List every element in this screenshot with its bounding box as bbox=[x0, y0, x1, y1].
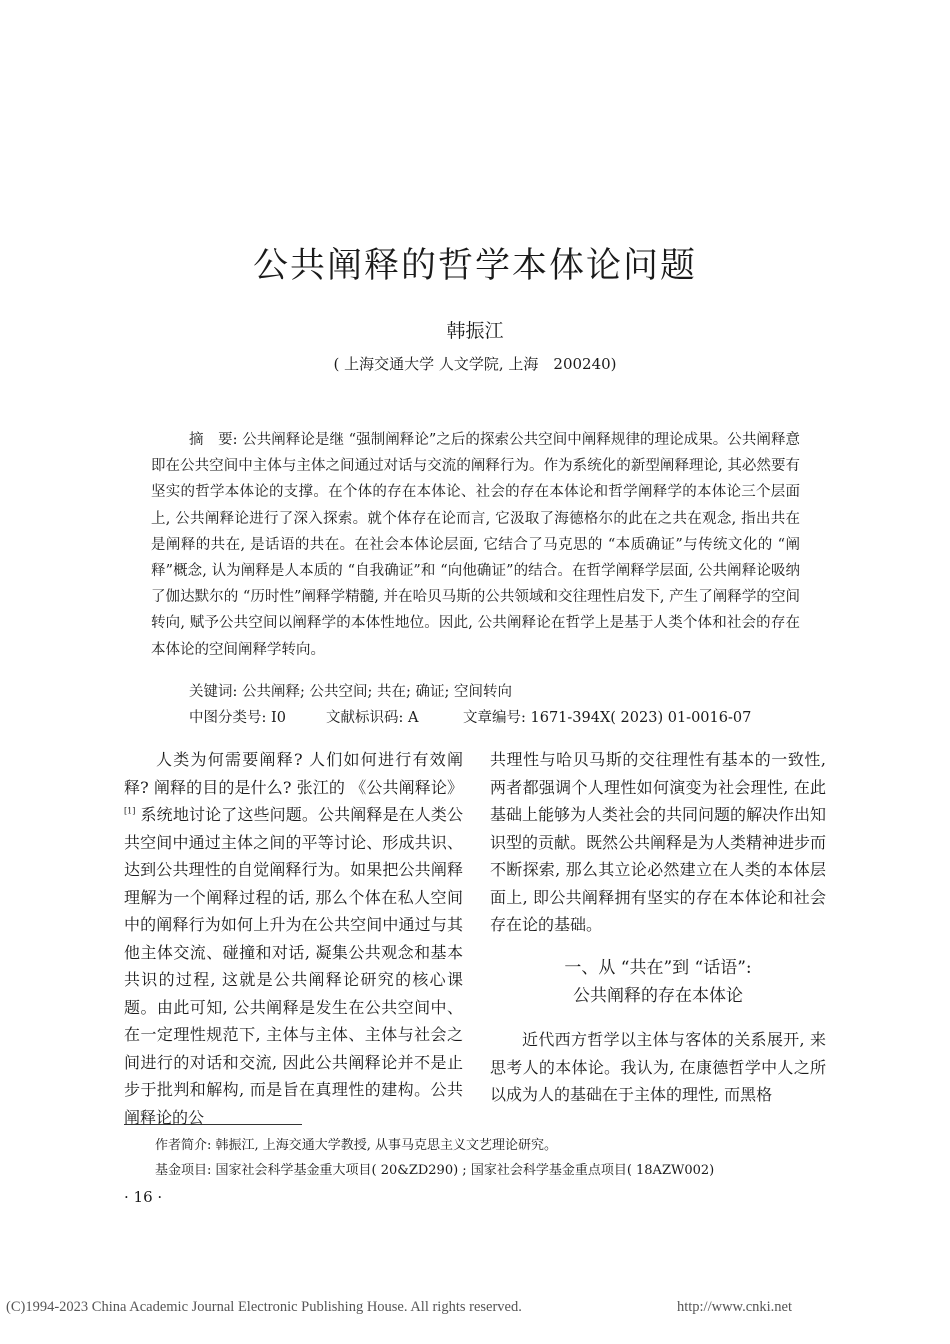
footnote-divider bbox=[124, 1124, 302, 1125]
body-left-text-1: 人类为何需要阐释? 人们如何进行有效阐释? 阐释的目的是什么? 张江的 《公共阐释论》 bbox=[124, 750, 463, 797]
footnote-author-intro: 作者简介: 韩振江, 上海交通大学教授, 从事马克思主义文艺理论研究。 bbox=[155, 1138, 558, 1153]
body-right-column-bottom: 近代西方哲学以主体与客体的关系展开, 来思考人的本体论。我认为, 在康德哲学中人之所以成为人的基础在于主体的理性, 而黑格 bbox=[490, 1030, 826, 1104]
copyright-text: (C)1994-2023 China Academic Journal Electronic Publishing House. All rights reserved. bbox=[6, 1299, 522, 1315]
author-name: 韩振江 bbox=[446, 320, 504, 342]
paper-title: 公共阐释的哲学本体论问题 bbox=[252, 246, 697, 286]
clc-number: 中图分类号: I0 bbox=[189, 710, 286, 726]
body-left-text-2: 系统地讨论了这些问题。公共阐释是在人类公共空间中通过主体之间的平等讨论、形成共识、达到公共理性的自觉阐释行为。如果把公共阐释理解为一个阐释过程的话, 那么个体在私人空间中的阐释行为如何上升为在公共空间中通过与其他主体交流、碰撞和对话, 凝集公共观念和基本共识的过程, 这就是公共阐释论研究的核心课题。由此可知, 公共阐释是发生在公共空间中、在一定理性规范下, 主体与主体、主体与社会之间进行的对话和交流, 因此公共阐释论并不是止步于批判和解构, 而是旨在真理性的建构。公共阐释论的公 bbox=[124, 805, 463, 1127]
copyright-line bbox=[6, 1297, 944, 1317]
document-code: 文献标识码: A bbox=[326, 710, 419, 726]
section-heading-line1: 一、从 “共在”到 “话语”: bbox=[564, 958, 752, 978]
body-right-column-top: 共理性与哈贝马斯的交往理性有基本的一致性, 两者都强调个人理性如何演变为社会理性, 在此基础上能够为人类社会的共同问题的解决作出知识型的贡献。既然公共阐释是为人类精神进步而不断探索, 那么其立论必然建立在人类的本体层面上, 即公共阐释拥有坚实的存在本体论和社会存在论的基础。 bbox=[490, 750, 827, 934]
citation-ref[interactable]: [1] bbox=[124, 806, 136, 816]
keywords: 关键词: 公共阐释; 公共空间; 共在; 确证; 空间转向 bbox=[189, 684, 512, 700]
cnki-link[interactable]: http://www.cnki.net bbox=[676, 1299, 792, 1315]
abstract bbox=[151, 427, 800, 663]
classification-line bbox=[189, 707, 809, 729]
abstract-text: 公共阐释论是继 “强制阐释论”之后的探索公共空间中阐释规律的理论成果。公共阐释意即在公共空间中主体与主体之间通过对话与交流的阐释行为。作为系统化的新型阐释理论, 其必然要有坚实的哲学本体论的支撑。在个体的存在本体论、社会的存在本体论和哲学阐释学的本体论三个层面上, 公共阐释论进行了深入探索。就个体存在论而言, 它汲取了海德格尔的此在之共在观念, 指出共在是阐释的共在, 是话语的共在。在社会本体论层面, 它结合了马克思的 “本质确证”与传统文化的 “阐释”概念, 认为阐释是人本质的 “自我确证”和 “向他确证”的结合。在哲学阐释学层面, 公共阐释论吸纳了伽达默尔的 “历时性”阐释学精髓, 并在哈贝马斯的公共领域和交往理性启发下, 产生了阐释学的空间转向, 赋予公共空间以阐释学的本体性地位。因此, 公共阐释论在哲学上是基于人类个体和社会的存在本体论的空间阐释学转向。 bbox=[151, 432, 800, 658]
article-number: 文章编号: 1671-394X( 2023) 01-0016-07 bbox=[463, 710, 752, 726]
section-heading-line2: 公共阐释的存在本体论 bbox=[573, 986, 743, 1006]
body-left-column bbox=[124, 746, 463, 1131]
abstract-label: 摘 要: bbox=[189, 432, 238, 448]
page-number: · 16 · bbox=[124, 1188, 163, 1206]
author-affiliation: ( 上海交通大学 人文学院, 上海 200240) bbox=[333, 355, 617, 373]
footnote-funding: 基金项目: 国家社会科学基金重大项目( 20&ZD290) ; 国家社会科学基金重点项目( 18AZW002) bbox=[155, 1163, 715, 1178]
